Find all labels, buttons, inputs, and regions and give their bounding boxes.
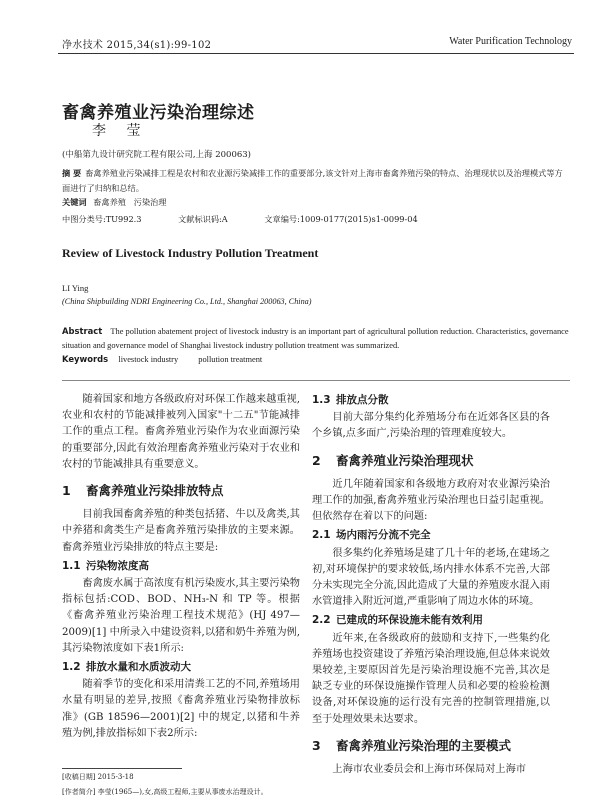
abstract-cn <box>62 166 570 196</box>
section-paragraph: 目前我国畜禽养殖的种类包括猪、牛以及禽类,其中养猪和禽类生产是畜禽养殖污染排放的主要来源。畜禽养殖业污染排放的特点主要是: <box>62 509 300 553</box>
affiliation-en: (China Shipbuilding NDRI Engineering Co., Ltd., Shanghai 200063, China) <box>62 297 312 306</box>
section-paragraph: 近年来,在各级政府的鼓励和支持下,一些集约化养殖场也投资建设了养殖污染治理设施,但总体来说效果较差,主要原因首先是污染治理设施不完善,其次是缺乏专业的环保设施操作管理人员和必要的检验检测设备,对环保设施的运行没有完善的控制管理措施,以至于处理效果未达要求。 <box>312 632 550 725</box>
subsection-heading: 1.1 污染物浓度高 <box>62 559 149 572</box>
section-heading: 2 畜禽养殖业污染治理现状 <box>312 452 474 468</box>
keyword-en: livestock industry <box>118 355 179 364</box>
subsection-heading: 1.3 排放点分散 <box>312 394 389 406</box>
section-heading: 1 畜禽养殖业污染排放特点 <box>62 483 224 499</box>
abstract-en-label: Abstract <box>62 326 103 336</box>
keyword-cn: 污染治理 <box>133 197 167 207</box>
body-column-left <box>62 392 300 742</box>
subsection-heading: 1.2 排放水量和水质波动大 <box>62 661 191 674</box>
keyword-en: pollution treatment <box>198 355 263 364</box>
intro-paragraph: 随着国家和地方各级政府对环保工作越来越重视,农业和农村的节能减排被列入国家"十二五"节能减排工作的重点工程。畜禽养殖业污染作为农业面源污染的重要部分,因此有效治理畜禽养殖业污染对于农业和农村的节能减排具有重要意义。 <box>62 394 300 470</box>
header-rule <box>58 53 574 54</box>
keywords-cn-label: 关键词 <box>62 197 87 207</box>
section-paragraph: 很多集约化养殖场是建了几十年的老场,在建场之初,对环境保护的要求较低,场内排水体系不完善,大部分未实现完全分流,因此造成了大量的养殖废水混入雨水管道排入附近河道,严重影响了周边水体的环境。 <box>312 547 550 608</box>
paper-title-cn: 畜禽养殖业污染治理综述 <box>62 103 255 123</box>
abstract-cn-text: 畜禽养殖业污染减排工程是农村和农业源污染减排工作的重要部分,该文针对上海市畜禽养殖污染的特点、治理现状以及治理模式等方面进行了归纳和总结。 <box>62 168 563 193</box>
subsection-heading: 2.1 场内雨污分流不完全 <box>312 529 431 542</box>
subsection-heading: 2.2 已建成的环保设施未能有效利用 <box>312 614 483 627</box>
journal-name-en: Water Purification Technology <box>449 36 572 47</box>
section-paragraph: 目前大部分集约化养殖场分布在近郊各区县的各个乡镇,点多面广,污染治理的管理难度较大。 <box>312 412 550 440</box>
abstract-en-text: The pollution abatement project of livestock industry is an important part of agricultural pollution reduction. Characteristics, governance situation and governance model of Shanghai livestock industry pollution treatment was summarized. <box>62 327 569 350</box>
keywords-en-label: Keywords <box>62 354 109 364</box>
section-paragraph: 上海市农业委员会和上海市环保局对上海市 <box>332 764 526 776</box>
paper-title-en: Review of Livestock Industry Pollution Treatment <box>62 246 319 260</box>
section-heading: 3 畜禽养殖业污染治理的主要模式 <box>312 737 512 753</box>
footnote-received: [收稿日期] 2015-3-18 <box>62 773 134 781</box>
abstract-en <box>62 324 570 353</box>
classification-line <box>62 214 452 225</box>
author-en: LI Ying <box>62 283 89 293</box>
keywords-cn <box>62 197 167 208</box>
article-number: 文章编号:1009-0177(2015)s1-0099-04 <box>264 214 418 224</box>
keywords-en <box>62 354 280 364</box>
clc-number: 中图分类号:TU992.3 <box>62 214 142 224</box>
keyword-cn: 畜禽养殖 <box>93 197 126 207</box>
footnote-author-bio: [作者简介] 李莹(1965—),女,高级工程师,主要从事废水治理设计。 <box>62 788 268 796</box>
affiliation-cn: (中船第九设计研究院工程有限公司,上海 200063) <box>62 150 251 160</box>
document-code: 文献标识码:A <box>178 214 228 224</box>
author-cn: 李 莹 <box>92 123 149 139</box>
section-paragraph: 畜禽废水属于高浓度有机污染废水,其主要污染物指标包括:COD、BOD、NH₃-N 和 TP 等。根据《畜禽养殖业污染治理工程技术规范》(HJ 497—2009)[1] 中所录入中建设资料,以猪和奶牛养殖为例,其污染物浓度如下表1所示: <box>62 578 300 654</box>
section-paragraph: 近几年随着国家和各级地方政府对农业源污染治理工作的加强,畜禽养殖业污染治理也日益引起重视。但依然存在着以下的问题: <box>312 478 550 523</box>
abstract-cn-label: 摘 要 <box>62 168 82 178</box>
footnote-rule <box>62 768 182 769</box>
section-paragraph: 随着季节的变化和采用清粪工艺的不同,养殖场用水量有明显的差异,按照《畜禽养殖业污染物排放标准》(GB 18596—2001)[2] 中的规定,以猪和牛养殖为例,排放指标如下表2所示: <box>62 679 300 739</box>
body-column-right <box>312 392 550 778</box>
journal-citation: 净水技术 2015,34(s1):99-102 <box>62 40 212 51</box>
section-divider <box>62 380 570 381</box>
